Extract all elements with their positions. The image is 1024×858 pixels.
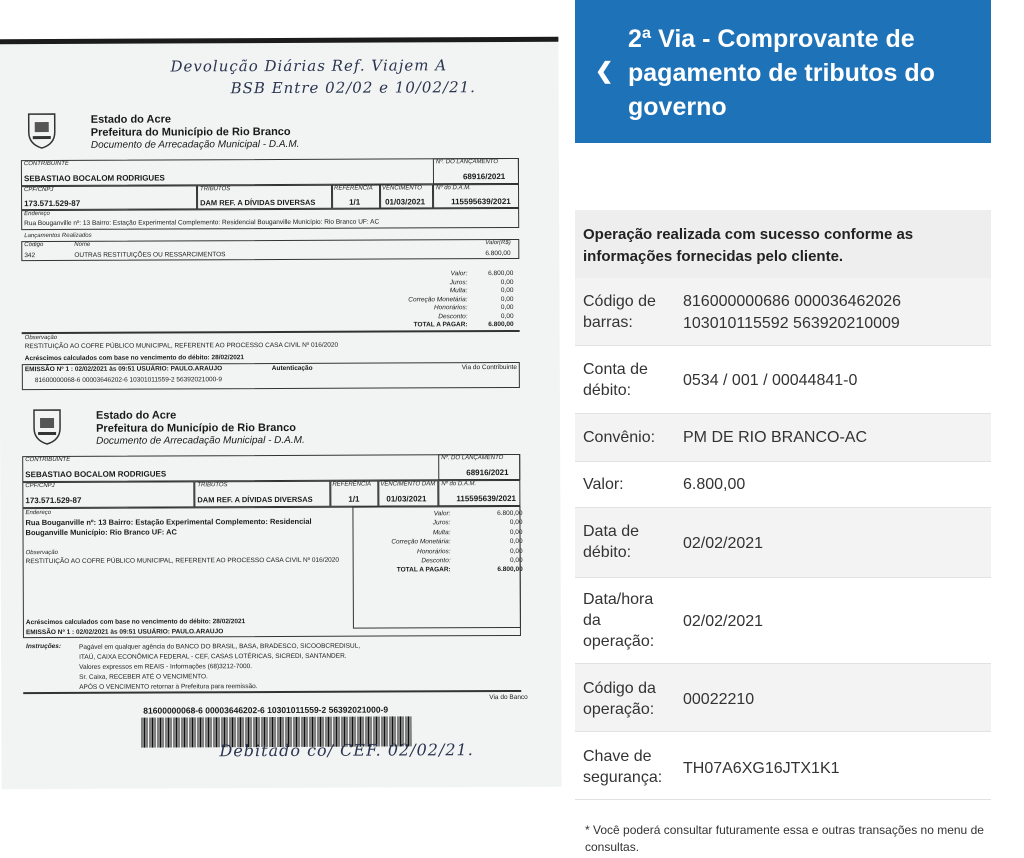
lancamento-nome: OUTRAS RESTITUIÇÕES OU RESSARCIMENTOS bbox=[74, 251, 226, 259]
instrucao-line: Pagável em qualquer agência do BANCO DO BRASIL, BASA, BRADESCO, SICOOBCREDISUL, bbox=[79, 642, 361, 651]
field-label: Conta de débito: bbox=[583, 361, 648, 399]
total-value: 0,00 bbox=[509, 538, 523, 546]
caption-endereco-2: Endereço bbox=[25, 509, 52, 517]
field-value: 0534 / 001 / 00044841-0 bbox=[683, 372, 858, 389]
handwritten-debit-note: Debitado co/ CEF. 02/02/21. bbox=[219, 740, 474, 761]
total-value: 6.800,00 bbox=[497, 566, 523, 574]
emissao-text-2: EMISSÃO Nº 1 : 02/02/2021 às 09:51 USUÁRIO: PAULO.ARAUJO bbox=[25, 628, 224, 637]
caption-lancamento-2: Nº. DO LANÇAMENTO bbox=[441, 455, 504, 462]
total-value: 6.800,00 bbox=[488, 320, 514, 329]
lancamento-number: 68916/2021 bbox=[462, 172, 506, 182]
total-value: 6.800,00 bbox=[488, 269, 514, 278]
field-label: Valor: bbox=[583, 476, 624, 493]
dam-header bbox=[91, 113, 300, 151]
barcode-digits-1: 81600000068-6 00003646202-6 10301011559-2 56392021000-9 bbox=[34, 376, 222, 385]
contribuinte-name: SEBASTIAO BOCALOM RODRIGUES bbox=[23, 173, 165, 184]
caption-instrucoes: Instruções: bbox=[26, 642, 62, 651]
total-label: Valor: bbox=[450, 270, 468, 278]
lancamento-number-2: 68916/2021 bbox=[466, 468, 509, 478]
total-value: 0,00 bbox=[509, 547, 523, 555]
field-codigo-barras bbox=[575, 278, 991, 346]
field-label: Convênio: bbox=[583, 429, 656, 446]
caption-cpf: CPF/CNPJ bbox=[24, 186, 54, 194]
tributo-value-2: DAM REF. A DÍVIDAS DIVERSAS bbox=[197, 494, 313, 505]
emissao-text: EMISSÃO Nº 1 : 02/02/2021 às 09:51 USUÁRIO: PAULO.ARAUJO bbox=[24, 365, 223, 374]
caption-codigo: Código bbox=[24, 242, 44, 249]
state-name: Estado do Acre bbox=[90, 113, 172, 126]
field-conta-debito bbox=[575, 346, 991, 414]
barcode-value-line2: 103010115592 563920210009 bbox=[683, 315, 900, 332]
total-value: 0,00 bbox=[500, 312, 514, 320]
total-label: Desconto: bbox=[438, 312, 468, 320]
instrucao-line: Sr. Caixa, RECEBER ATÉ O VENCIMENTO. bbox=[79, 673, 208, 681]
observacao-value: RESTITUIÇÃO AO COFRE PÚBLICO MUNICIPAL, REFERENTE AO PROCESSO CASA CIVIL Nº 016/2020 bbox=[24, 341, 339, 351]
observacao-value-2: RESTITUIÇÃO AO COFRE PÚBLICO MUNICIPAL, REFERENTE AO PROCESSO CASA CIVIL Nº 016/2020 bbox=[25, 556, 340, 566]
instrucao-line: APÓS O VENCIMENTO retornar à Prefeitura para reemissão. bbox=[79, 683, 258, 691]
field-value: 6.800,00 bbox=[683, 476, 746, 493]
state-name-2: Estado do Acre bbox=[95, 409, 177, 422]
field-label: Data/hora da operação: bbox=[583, 591, 655, 650]
field-codigo-operacao bbox=[575, 664, 991, 732]
field-data-debito bbox=[575, 508, 991, 578]
caption-cpf-2: CPF/CNPJ bbox=[25, 482, 55, 490]
endereco-value-2a: Rua Bouganville nº: 13 Bairro: Estação Experimental Complemento: Residencial bbox=[25, 516, 312, 528]
total-label: Multa: bbox=[449, 287, 468, 295]
barcode-digits-2: 81600000068-6 00003646202-6 10301011559-2 56392021000-9 bbox=[143, 704, 389, 716]
document-type: Documento de Arrecadação Municipal - D.A.M. bbox=[90, 138, 300, 151]
total-label: Correção Monetária: bbox=[408, 295, 468, 303]
field-chave-seguranca bbox=[575, 732, 991, 800]
total-label: Desconto: bbox=[421, 557, 451, 565]
caption-lancamentos: Lançamentos Realizados bbox=[24, 232, 92, 240]
municipal-crest-icon bbox=[25, 110, 59, 150]
caption-referencia: REFERÊNCIA bbox=[334, 185, 373, 192]
caption-vencimento: VENCIMENTO bbox=[382, 185, 422, 192]
total-label: Juros: bbox=[449, 278, 468, 286]
total-label: Juros: bbox=[432, 519, 451, 527]
receipt-title: 2ª Via - Comprovante de pagamento de tributos do governo bbox=[628, 25, 935, 121]
contribuinte-name-2: SEBASTIAO BOCALOM RODRIGUES bbox=[25, 469, 167, 480]
document-type-2: Documento de Arrecadação Municipal - D.A.M. bbox=[96, 434, 305, 447]
dam-document bbox=[0, 37, 562, 789]
footnote: * Você poderá consultar futuramente essa e outras transações no menu de consultas. bbox=[585, 823, 984, 854]
field-value: 02/02/2021 bbox=[683, 613, 764, 630]
field-label: Código de barras: bbox=[583, 293, 656, 331]
instrucao-line: Valores expressos em REAIS - Informações (68)3212-7000. bbox=[79, 663, 253, 671]
field-value: 02/02/2021 bbox=[683, 535, 764, 552]
caption-endereco: Endereço bbox=[24, 211, 50, 218]
endereco-value: Rua Bouganville nº: 13 Bairro: Estação Experimental Complemento: Residencial Bouganville Município: Rio Branco UF: AC bbox=[24, 218, 380, 228]
caption-vencimento-2: VENCIMENTO DAM bbox=[380, 481, 436, 488]
caption-observacao-2: Observação bbox=[25, 549, 58, 557]
caption-nome: Nome bbox=[74, 241, 91, 248]
via-banco: Via do Banco bbox=[489, 693, 528, 702]
total-label: TOTAL A PAGAR: bbox=[413, 321, 468, 329]
chevron-left-icon[interactable]: ❮ bbox=[595, 58, 614, 83]
field-value: TH07A6XG16JTX1K1 bbox=[683, 760, 840, 777]
via-contribuinte: Via do Contribuinte bbox=[461, 363, 517, 372]
ndam-value-2: 115595639/2021 bbox=[456, 493, 517, 504]
total-value: 0,00 bbox=[500, 303, 514, 312]
field-value: 00022210 bbox=[683, 691, 755, 708]
field-data-hora-operacao bbox=[575, 578, 991, 664]
caption-tributos: TRIBUTOS bbox=[200, 186, 231, 193]
total-label: Correção Monetária: bbox=[391, 538, 451, 546]
field-convenio bbox=[575, 414, 991, 462]
total-label: Honorários: bbox=[433, 304, 468, 312]
cpf-value: 173.571.529-87 bbox=[24, 198, 81, 209]
caption-referencia-2: REFERÊNCIA bbox=[332, 481, 371, 488]
tributo-value: DAM REF. A DÍVIDAS DIVERSAS bbox=[200, 197, 316, 208]
field-value: PM DE RIO BRANCO-AC bbox=[683, 429, 868, 446]
caption-ndam: Nº do D.A.M. bbox=[436, 185, 471, 192]
success-message: Operação realizada com sucesso conforme as informações fornecidas pelo cliente. bbox=[575, 210, 991, 278]
handwritten-note-line1: Devolução Diárias Ref. Viajem A bbox=[170, 56, 448, 76]
total-value: 6.800,00 bbox=[497, 509, 523, 518]
municipal-crest-icon bbox=[30, 406, 64, 446]
prefeitura-name-2: Prefeitura do Município de Rio Branco bbox=[96, 421, 296, 435]
total-value: 0,00 bbox=[509, 519, 523, 527]
handwritten-note-line2: BSB Entre 02/02 e 10/02/21. bbox=[230, 78, 476, 98]
caption-tributos-2: TRIBUTOS bbox=[197, 482, 228, 489]
endereco-value-2b: Bouganville Município: Rio Branco UF: AC bbox=[25, 527, 177, 538]
acrescimos-text: Acréscimos calculados com base no vencimento do débito: 28/02/2021 bbox=[24, 354, 245, 363]
referencia-value-2: 1/1 bbox=[348, 494, 360, 504]
caption-observacao: Observação bbox=[24, 334, 58, 342]
caption-contribuinte-2: CONTRIBUINTE bbox=[25, 456, 71, 464]
field-valor bbox=[575, 462, 991, 508]
barcode-value-line1: 816000000686 000036462026 bbox=[683, 293, 902, 310]
caption-contribuinte: CONTRIBUINTE bbox=[23, 160, 69, 168]
autenticacao-caption: Autenticação bbox=[271, 364, 313, 373]
caption-valor: Valor(R$) bbox=[485, 239, 511, 247]
divider bbox=[22, 330, 520, 334]
field-label: Chave de segurança: bbox=[583, 748, 663, 786]
total-label: TOTAL A PAGAR: bbox=[396, 566, 451, 574]
dam-header-2 bbox=[96, 409, 305, 447]
lancamento-valor: 6.800,00 bbox=[485, 249, 511, 258]
referencia-value: 1/1 bbox=[349, 197, 361, 207]
vencimento-value: 01/03/2021 bbox=[385, 197, 426, 207]
total-label: Honorários: bbox=[416, 547, 451, 555]
total-value: 0,00 bbox=[500, 278, 514, 286]
instrucao-line: ITAÚ, CAIXA ECONÔMICA FEDERAL - CEF, CASAS LOTÉRICAS, SICREDI, SANTANDER. bbox=[79, 652, 347, 661]
vencimento-value-2: 01/03/2021 bbox=[386, 494, 427, 504]
total-value: 0,00 bbox=[509, 528, 523, 536]
caption-ndam-2: Nº do D.A.M. bbox=[441, 481, 477, 488]
total-value: 0,00 bbox=[500, 295, 514, 303]
field-label: Código da operação: bbox=[583, 680, 656, 718]
prefeitura-name: Prefeitura do Município de Rio Branco bbox=[90, 125, 291, 139]
acrescimos-text-2: Acréscimos calculados com base no vencimento do débito: 28/02/2021 bbox=[25, 618, 246, 627]
caption-lancamento: Nº. DO LANÇAMENTO bbox=[435, 159, 499, 166]
cpf-value-2: 173.571.529-87 bbox=[25, 495, 82, 506]
lancamento-codigo: 342 bbox=[24, 252, 36, 260]
total-label: Multa: bbox=[432, 529, 451, 537]
total-value: 0,00 bbox=[509, 556, 523, 564]
total-value: 0,00 bbox=[500, 286, 514, 295]
ndam-value: 115595639/2021 bbox=[451, 196, 511, 207]
total-label: Valor: bbox=[433, 510, 451, 518]
field-label: Data de débito: bbox=[583, 523, 640, 561]
